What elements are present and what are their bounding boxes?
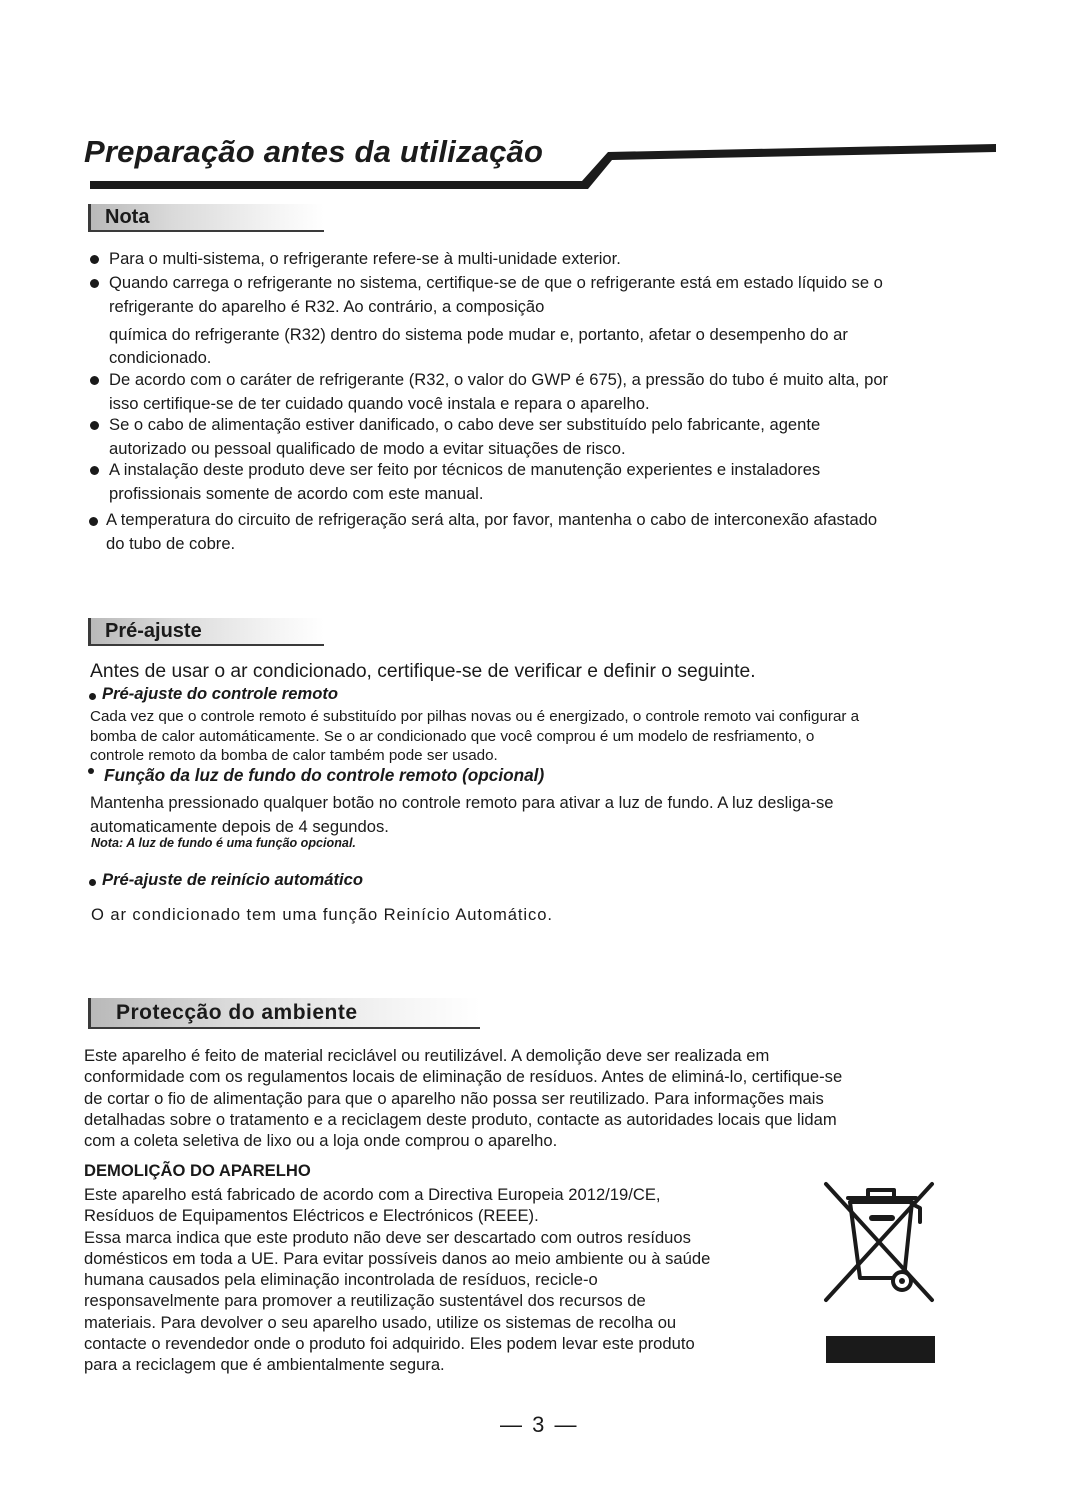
text-line: Este aparelho é feito de material reciclável ou reutilizável. A demolição deve ser realizada em xyxy=(84,1046,770,1065)
section-heading-nota: Nota xyxy=(105,206,150,228)
text-line: Resíduos de Equipamentos Eléctricos e Electrónicos (REEE). xyxy=(84,1206,539,1226)
section-header-ambiente xyxy=(88,998,480,1029)
text-line: controle remoto da bomba de calor também pode ser usado. xyxy=(90,747,498,764)
list-item: profissionais somente de acordo com este manual. xyxy=(109,484,484,503)
list-item: química do refrigerante (R32) dentro do sistema pode mudar e, portanto, afetar o desempenho do ar xyxy=(109,325,848,344)
section-heading-ambiente: Protecção do ambiente xyxy=(116,1001,358,1024)
title-underline xyxy=(0,0,1083,200)
text-line: com a coleta seletiva de lixo ou a loja onde comprou o aparelho. xyxy=(84,1131,558,1151)
text-line: para a reciclagem que é ambientalmente segura. xyxy=(84,1355,445,1375)
section-header-nota xyxy=(88,204,324,232)
list-item: isso certifique-se de ter cuidado quando você instala e repara o aparelho. xyxy=(109,394,650,413)
weee-black-bar xyxy=(826,1336,935,1363)
sub-heading-backlight: Função da luz de fundo do controle remoto (opcional) xyxy=(104,765,545,785)
crossed-out-wheelie-bin-icon xyxy=(820,1178,940,1308)
bullet-icon xyxy=(88,768,94,774)
text-line: automaticamente depois de 4 segundos. xyxy=(90,817,389,836)
list-item: refrigerante do aparelho é R32. Ao contrário, a composição xyxy=(109,297,545,316)
list-item: De acordo com o caráter de refrigerante (R32, o valor do GWP é 675), a pressão do tubo é muito alta, por xyxy=(109,370,889,389)
remote-preset-text xyxy=(90,707,859,766)
bullet-icon xyxy=(90,466,99,475)
backlight-note: Nota: A luz de fundo é uma função opcional. xyxy=(91,836,356,850)
list-item: A instalação deste produto deve ser feito por técnicos de manutenção experientes e instaladores xyxy=(109,460,821,479)
text-line: Cada vez que o controle remoto é substituído por pilhas novas ou é energizado, o controle remoto vai configurar a xyxy=(90,708,860,725)
list-item: do tubo de cobre. xyxy=(106,534,236,553)
text-line: contacte o revendedor onde o produto foi adquirido. Eles podem levar este produto xyxy=(84,1334,695,1354)
bullet-icon xyxy=(89,517,98,526)
preajuste-intro: Antes de usar o ar condicionado, certifique-se de verificar e definir o seguinte. xyxy=(90,661,756,682)
page-title: Preparação antes da utilização xyxy=(84,134,544,169)
text-line: detalhadas sobre o tratamento e a reciclagem deste produto, contacte as autoridades locais que lidam xyxy=(84,1109,837,1129)
text-line: bomba de calor automáticamente. Se o ar condicionado que você comprou é um modelo de resfriamento, o xyxy=(90,727,815,745)
sub-heading-remote-preset: Pré-ajuste do controle remoto xyxy=(102,684,339,703)
list-item: Se o cabo de alimentação estiver danificado, o cabo deve ser substituído pelo fabricante, agente xyxy=(109,415,821,434)
text-line: Essa marca indica que este produto não deve ser descartado com outros resíduos xyxy=(84,1227,691,1247)
ambiente-paragraph xyxy=(84,1045,842,1151)
bullet-icon xyxy=(89,693,96,700)
bullet-icon xyxy=(89,879,96,886)
backlight-text xyxy=(90,791,834,839)
bullet-icon xyxy=(90,279,99,288)
text-line: humana causados pela eliminação incontrolada de resíduos, recicle-o xyxy=(84,1270,598,1290)
bullet-icon xyxy=(90,255,99,264)
text-line: de cortar o fio de alimentação para que o aparelho não possa ser reutilizado. Para informações mais xyxy=(84,1088,824,1108)
text-line: responsavelmente para promover a reutilização sustentável dos recursos de xyxy=(84,1291,646,1311)
bullet-icon xyxy=(90,421,99,430)
list-item: autorizado ou pessoal qualificado de modo a evitar situações de risco. xyxy=(109,439,626,458)
sub-heading-auto-restart: Pré-ajuste de reinício automático xyxy=(102,870,363,889)
list-item: Para o multi-sistema, o refrigerante refere-se à multi-unidade exterior. xyxy=(109,249,621,268)
demolicao-text xyxy=(84,1184,710,1376)
text-line: Este aparelho está fabricado de acordo com a Directiva Europeia 2012/19/CE, xyxy=(84,1185,661,1204)
list-item: condicionado. xyxy=(109,348,212,367)
section-header-preajuste xyxy=(88,618,324,646)
bullet-icon xyxy=(90,376,99,385)
auto-restart-text: O ar condicionado tem uma função Reinício Automático. xyxy=(91,905,553,924)
text-line: domésticos em toda a UE. Para evitar possíveis danos ao meio ambiente ou à saúde xyxy=(84,1248,711,1268)
text-line: Mantenha pressionado qualquer botão no controle remoto para ativar a luz de fundo. A luz desliga-se xyxy=(90,793,834,812)
text-line: materiais. Para devolver o seu aparelho usado, utilize os sistemas de recolha ou xyxy=(84,1312,677,1332)
demolicao-heading: DEMOLIÇÃO DO APARELHO xyxy=(84,1161,311,1180)
list-item: A temperatura do circuito de refrigeração será alta, por favor, mantenha o cabo de interconexão afastado xyxy=(106,510,878,529)
list-item: Quando carrega o refrigerante no sistema, certifique-se de que o refrigerante está em estado líquido se o xyxy=(109,273,883,292)
text-line: conformidade com os regulamentos locais de eliminação de resíduos. Antes de eliminá-lo, certifique-se xyxy=(84,1067,843,1087)
page-number: — 3 — xyxy=(500,1412,579,1437)
section-heading-preajuste: Pré-ajuste xyxy=(105,620,202,642)
